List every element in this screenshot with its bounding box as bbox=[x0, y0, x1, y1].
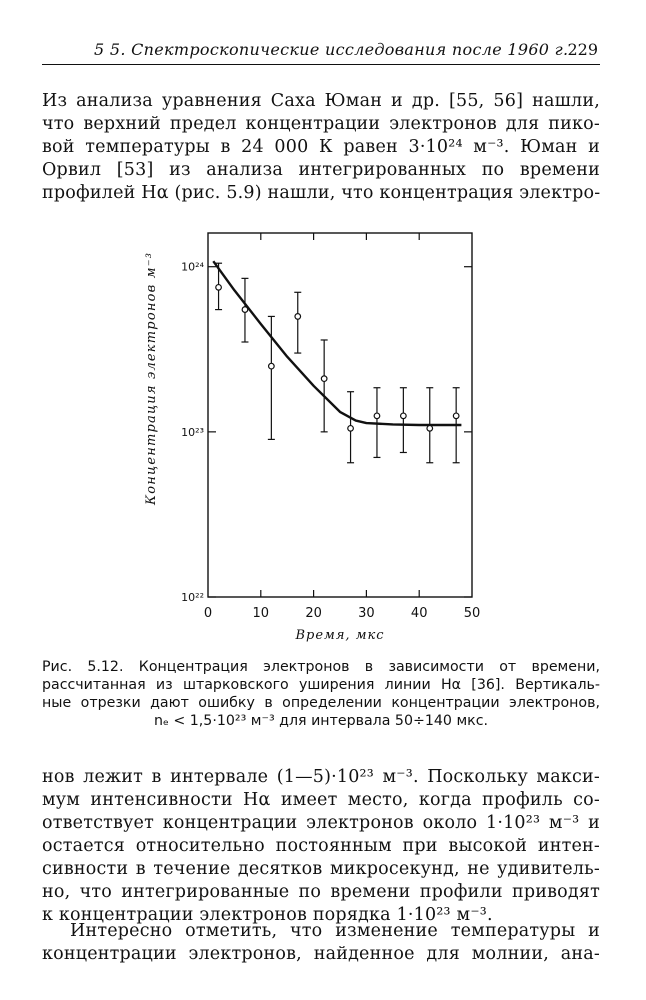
data-point bbox=[348, 426, 354, 432]
paragraph-3 bbox=[42, 920, 600, 966]
caption-line: nₑ < 1,5·10²³ м⁻³ для интервала 50÷140 мкс. bbox=[153, 713, 489, 729]
data-point bbox=[295, 314, 301, 320]
y-tick-label: 10²⁴ bbox=[181, 260, 204, 274]
data-point bbox=[401, 413, 407, 419]
text-line: остается относительно постоянным при высокой интен- bbox=[42, 836, 600, 856]
x-tick-label: 10 bbox=[252, 606, 270, 621]
caption-line: ные отрезки дают ошибку в определении концентрации электронов, bbox=[42, 695, 600, 711]
text-line: профилей Hα (рис. 5.9) нашли, что концентрация электро- bbox=[42, 183, 601, 203]
text-line: мум интенсивности Hα имеет место, когда профиль со- bbox=[42, 790, 600, 810]
x-tick-label: 50 bbox=[463, 606, 481, 621]
y-tick-label: 10²² bbox=[181, 591, 204, 604]
x-tick-label: 0 bbox=[203, 606, 213, 621]
data-point bbox=[216, 285, 222, 291]
y-axis-label: Концентрация электронов м⁻³ bbox=[144, 251, 159, 505]
text-line: Орвил [53] из анализа интегрированных по времени bbox=[42, 160, 600, 180]
text-line: что верхний предел концентрации электронов для пико- bbox=[42, 114, 600, 134]
text-line: Интересно отметить, что изменение температуры и bbox=[70, 921, 600, 941]
data-point bbox=[242, 307, 248, 313]
x-axis-label: Время, мкс bbox=[295, 628, 385, 643]
caption-line: Рис. 5.12. Концентрация электронов в зависимости от времени, bbox=[42, 659, 600, 675]
electron-concentration-chart bbox=[140, 225, 540, 645]
text-line: нов лежит в интервале (1—5)·10²³ м⁻³. Поскольку макси- bbox=[42, 767, 600, 787]
text-line: вой температуры в 24 000 К равен 3·10²⁴ м⁻³. Юман и bbox=[42, 137, 600, 157]
x-tick-label: 40 bbox=[410, 606, 428, 621]
text-line: к концентрации электронов порядка 1·10²³ м⁻³. bbox=[42, 905, 493, 925]
data-point bbox=[453, 413, 459, 419]
x-tick-label: 20 bbox=[305, 606, 322, 621]
caption-line: рассчитанная из штарковского уширения линии Hα [36]. Вертикаль- bbox=[42, 677, 600, 693]
fit-curve bbox=[213, 261, 461, 425]
data-point bbox=[321, 376, 327, 382]
text-line: Из анализа уравнения Саха Юман и др. [55, 56] нашли, bbox=[42, 91, 600, 111]
text-line: ответствует концентрации электронов около 1·10²³ м⁻³ и bbox=[42, 813, 600, 833]
text-line: концентрации электронов, найденное для молнии, ана- bbox=[42, 944, 600, 964]
data-point bbox=[374, 413, 380, 419]
running-header bbox=[42, 38, 600, 65]
data-point bbox=[427, 426, 433, 432]
running-title: 5 5. Спектроскопические исследования после 1960 г. bbox=[94, 40, 569, 59]
y-tick-label: 10²³ bbox=[181, 425, 204, 439]
paragraph-2 bbox=[42, 766, 600, 927]
paragraph-1 bbox=[42, 90, 600, 205]
text-line: сивности в течение десятков микросекунд, не удивитель- bbox=[42, 859, 600, 879]
figure-caption bbox=[42, 658, 600, 730]
x-tick-label: 30 bbox=[358, 606, 375, 621]
figure-5-12 bbox=[140, 225, 540, 645]
text-line: но, что интегрированные по времени профили приводят bbox=[42, 882, 600, 902]
data-point bbox=[269, 363, 275, 369]
page-number: 229 bbox=[567, 40, 598, 59]
plot-frame bbox=[208, 233, 472, 597]
